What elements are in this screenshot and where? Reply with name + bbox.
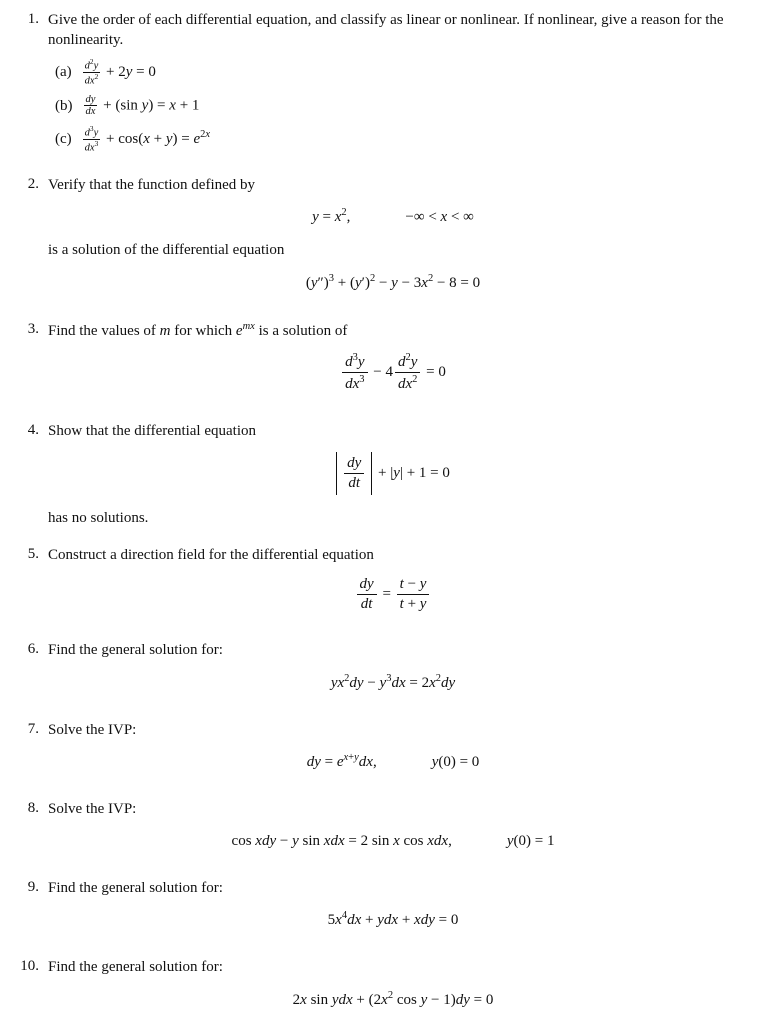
- display-equation: $(y'')^3 + (y')^2 - y - 3x^2 - 8 = 0$: [305, 272, 481, 291]
- problem-body: [48, 9, 762, 161]
- problem-statement: Construct a direction field for the differential equation: [48, 546, 374, 563]
- display-equation: $yx^2dy - y^3dx = 2x^2dy$: [330, 672, 456, 691]
- problem-statement: Solve the IVP:: [48, 801, 137, 818]
- problem-body: [48, 956, 762, 1023]
- problem-statement: Show that the differential equation: [48, 422, 257, 439]
- problem-body: [48, 544, 762, 627]
- display-equation: $y = x^2$, −∞ < x < ∞: [312, 207, 474, 226]
- problem-6: [14, 639, 762, 706]
- display-equation: dy = $e^{x+y}dx$, y(0) = 0: [306, 752, 480, 771]
- problem-3: [14, 319, 762, 407]
- problem-9: [14, 877, 762, 944]
- problem-statement: Find the values of m for which $e^{mx}$ is a solution of: [48, 320, 348, 339]
- problem-statement: Give the order of each differential equation, and classify as linear or nonlinear. If nonlinear, give a reason for the nonlinearity.: [48, 12, 724, 49]
- part-equation: $\frac{d^3y}{dx^3}$ + $\cos(x + y) = e^{2x}$: [84, 123, 211, 154]
- problem-body: [48, 174, 762, 306]
- problem-statement-continued: is a solution of the differential equation: [48, 242, 285, 259]
- problem-body: [48, 877, 762, 944]
- problem-statement: Solve the IVP:: [48, 721, 137, 738]
- problem-parts: [48, 58, 762, 154]
- problem-number: 10.: [20, 958, 39, 975]
- display-equation: 2x sin ydx + ($2x^2$ cos y − 1)dy = 0: [292, 989, 494, 1008]
- problem-number: 2.: [27, 175, 39, 192]
- problem-8: [14, 798, 762, 864]
- part-equation: $\frac{dy}{dx}$ + (sin y) = x + 1: [85, 93, 200, 118]
- display-equation: $\frac{d^3y}{dx^3}$ − 4 $\frac{d^2y}{dx^2}$ = 0: [48, 352, 738, 394]
- problem-number: 7.: [27, 720, 39, 737]
- problem-body: [48, 719, 762, 786]
- problem-number: 8.: [27, 800, 39, 817]
- part-item-c: [55, 125, 762, 154]
- display-equation: $\frac{dy}{dt}$ = $\frac{t - y}{t + y}$: [48, 576, 738, 614]
- problem-number: 5.: [27, 545, 39, 562]
- problem-7: [14, 719, 762, 786]
- problem-number: 6.: [27, 641, 39, 658]
- problem-body: [48, 420, 762, 531]
- problem-number: 9.: [27, 878, 39, 895]
- problem-statement: Find the general solution for:: [48, 879, 223, 896]
- part-item-b: [55, 94, 762, 118]
- part-label: (b): [55, 97, 73, 114]
- problem-number: 4.: [27, 421, 39, 438]
- part-label: (c): [55, 131, 72, 148]
- problem-4: [14, 420, 762, 531]
- display-equation: $\frac{dy}{dt}$ + |y| + 1 = 0: [48, 452, 738, 496]
- problem-number: 3.: [27, 320, 39, 337]
- problem-1: [14, 9, 762, 161]
- problem-statement: Find the general solution for:: [48, 959, 223, 976]
- part-equation: $\frac{d^2y}{dx^2}$ + 2y = 0: [84, 56, 156, 87]
- display-equation: cos xdy − y sin xdx = 2 sin x cos xdx, y(0) = 1: [231, 832, 555, 849]
- problem-body: [48, 798, 762, 864]
- problem-body: [48, 319, 762, 407]
- display-equation: $5x^4dx$ + ydx + xdy = 0: [327, 910, 459, 929]
- part-label: (a): [55, 63, 72, 80]
- problem-number: 1.: [27, 11, 39, 27]
- problem-5: [14, 544, 762, 627]
- problem-statement-continued: has no solutions.: [48, 510, 149, 527]
- problem-2: [14, 174, 762, 306]
- problem-body: [48, 639, 762, 706]
- problem-10: [14, 956, 762, 1023]
- part-item-a: [55, 58, 762, 87]
- problem-statement: Find the general solution for:: [48, 642, 223, 659]
- problem-statement: Verify that the function defined by: [48, 176, 256, 193]
